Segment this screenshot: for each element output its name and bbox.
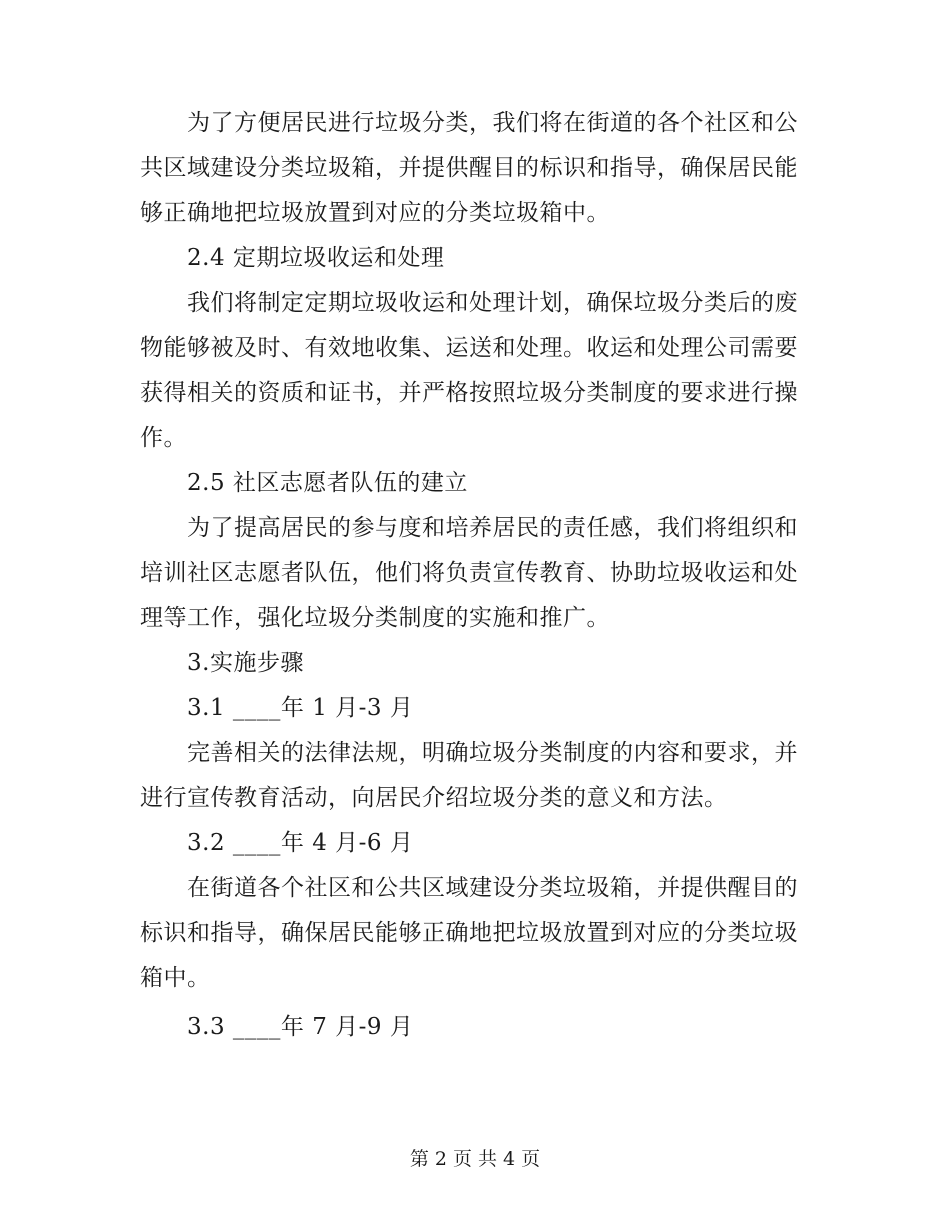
paragraph-line: 进行宣传教育活动，向居民介绍垃圾分类的意义和方法。	[140, 785, 728, 811]
section-heading: 3.实施步骤	[187, 650, 304, 676]
paragraph-line: 箱中。	[140, 965, 211, 991]
section-heading: 3.1 ____年 1 月-3 月	[187, 695, 414, 721]
paragraph-line: 为了提高居民的参与度和培养居民的责任感，我们将组织和	[187, 515, 798, 541]
paragraph-line: 标识和指导，确保居民能够正确地把垃圾放置到对应的分类垃圾	[140, 920, 798, 946]
paragraph-line: 共区域建设分类垃圾箱，并提供醒目的标识和指导，确保居民能	[140, 155, 798, 181]
paragraph-line: 我们将制定定期垃圾收运和处理计划，确保垃圾分类后的废	[187, 290, 798, 316]
section-heading: 2.4 定期垃圾收运和处理	[187, 245, 445, 271]
paragraph-line: 为了方便居民进行垃圾分类，我们将在街道的各个社区和公	[187, 110, 798, 136]
section-heading: 3.2 ____年 4 月-6 月	[187, 830, 414, 856]
section-heading: 3.3 ____年 7 月-9 月	[187, 1014, 414, 1040]
paragraph-line: 物能够被及时、有效地收集、运送和处理。收运和处理公司需要	[140, 335, 798, 361]
paragraph-line: 作。	[140, 425, 187, 451]
page-number-footer: 第 2 页 共 4 页	[409, 1148, 541, 1170]
paragraph-line: 理等工作，强化垃圾分类制度的实施和推广。	[140, 605, 610, 631]
section-heading: 2.5 社区志愿者队伍的建立	[187, 470, 468, 496]
paragraph-line: 获得相关的资质和证书，并严格按照垃圾分类制度的要求进行操	[140, 380, 798, 406]
paragraph-line: 完善相关的法律法规，明确垃圾分类制度的内容和要求，并	[187, 740, 798, 766]
paragraph-line: 培训社区志愿者队伍，他们将负责宣传教育、协助垃圾收运和处	[140, 560, 798, 586]
paragraph-line: 在街道各个社区和公共区域建设分类垃圾箱，并提供醒目的	[187, 875, 798, 901]
paragraph-line: 够正确地把垃圾放置到对应的分类垃圾箱中。	[140, 200, 610, 226]
